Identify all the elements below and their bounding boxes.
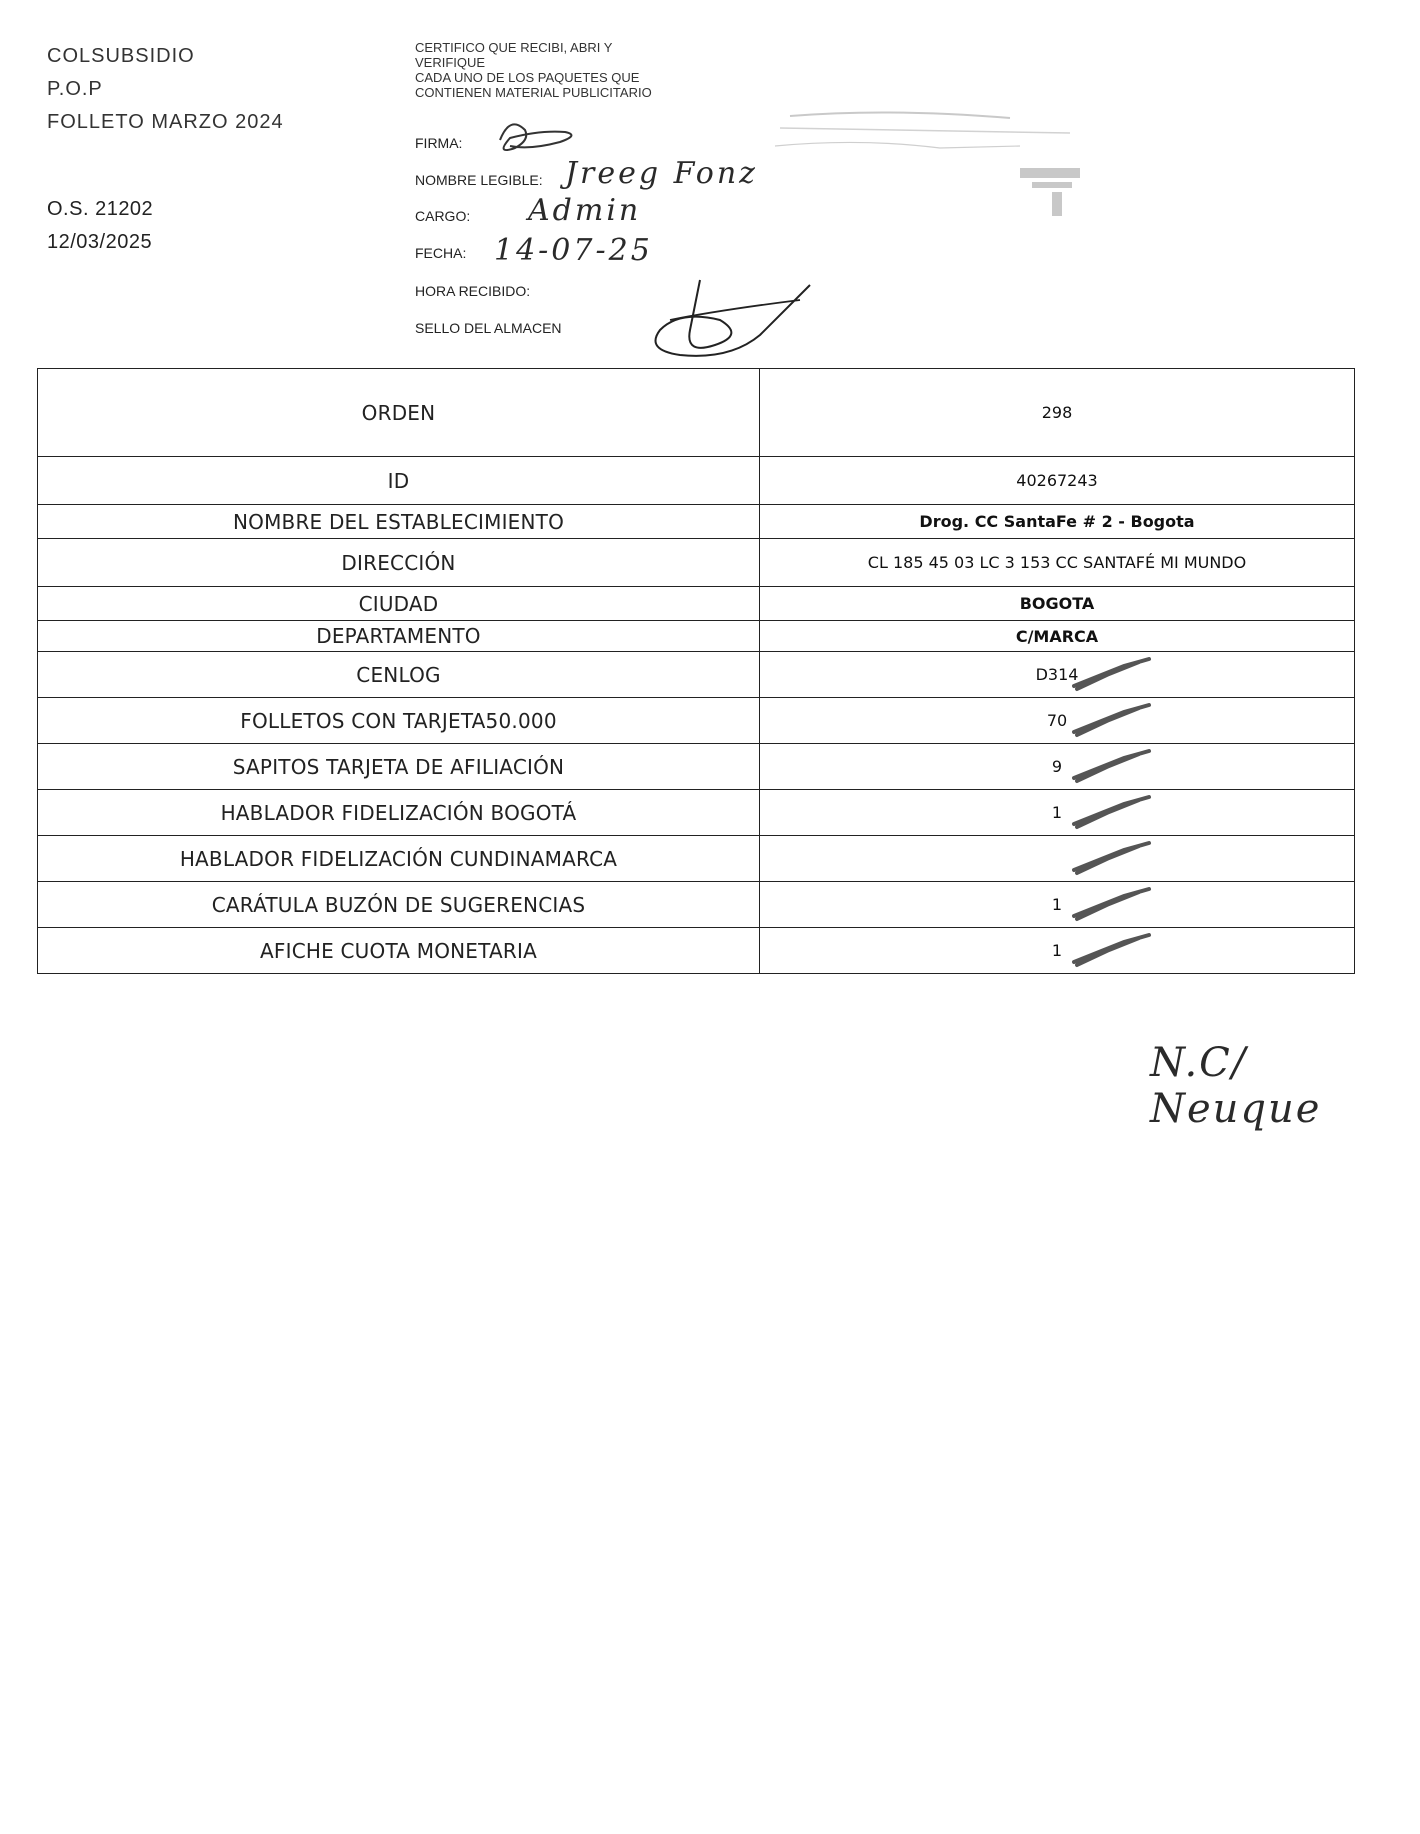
cert-line: CONTIENEN MATERIAL PUBLICITARIO (415, 85, 652, 100)
checkmark-scribble-icon (1069, 654, 1169, 694)
handwritten-name: Jreeg Fonz (565, 156, 758, 191)
row-value-text: 298 (1041, 403, 1073, 422)
row-value (760, 505, 1355, 539)
row-value (760, 882, 1355, 928)
checkmark-scribble-icon (1069, 746, 1169, 786)
row-value-text: Drog. CC SantaFe # 2 - Bogota (919, 512, 1195, 531)
row-value (760, 539, 1355, 587)
row-label: HABLADOR FIDELIZACIÓN CUNDINAMARCA (38, 836, 760, 882)
row-label: ORDEN (38, 369, 760, 457)
row-label: HABLADOR FIDELIZACIÓN BOGOTÁ (38, 790, 760, 836)
row-value (760, 587, 1355, 621)
table-row (38, 652, 1355, 698)
row-label: DEPARTAMENTO (38, 621, 760, 652)
sello-label: SELLO DEL ALMACEN (415, 320, 562, 336)
row-value (760, 369, 1355, 457)
table-row (38, 790, 1355, 836)
table-row (38, 882, 1355, 928)
checkmark-scribble-icon (1069, 700, 1169, 740)
row-value (760, 621, 1355, 652)
handwritten-cargo: Admin (528, 193, 642, 228)
order-block (47, 193, 153, 259)
row-value-text: 1 (1051, 895, 1063, 914)
row-label: CENLOG (38, 652, 760, 698)
row-value (760, 652, 1355, 698)
table-row (38, 744, 1355, 790)
row-value-text: 40267243 (1016, 471, 1098, 490)
row-label: ID (38, 457, 760, 505)
signature-icon (470, 110, 600, 160)
issuer-name: COLSUBSIDIO (47, 45, 195, 67)
table-row (38, 457, 1355, 505)
order-date: 12/03/2025 (47, 231, 153, 253)
row-label: AFICHE CUOTA MONETARIA (38, 928, 760, 974)
checkmark-scribble-icon (1069, 792, 1169, 832)
row-value-text: C/MARCA (1015, 626, 1099, 646)
row-label: CARÁTULA BUZÓN DE SUGERENCIAS (38, 882, 760, 928)
row-value-text: 1 (1051, 941, 1063, 960)
row-value-text: BOGOTA (1019, 594, 1095, 613)
cert-line: VERIFIQUE (415, 55, 486, 70)
issuer-subtitle: P.O.P (47, 78, 103, 100)
row-label: SAPITOS TARJETA DE AFILIACIÓN (38, 744, 760, 790)
table-row (38, 369, 1355, 457)
row-value (760, 457, 1355, 505)
table-row (38, 836, 1355, 882)
row-label: CIUDAD (38, 587, 760, 621)
hora-label: HORA RECIBIDO: (415, 283, 531, 299)
issuer-block (47, 40, 284, 139)
table-row (38, 505, 1355, 539)
row-label: NOMBRE DEL ESTABLECIMIENTO (38, 505, 760, 539)
row-value-text: 70 (1046, 711, 1068, 730)
row-value (760, 698, 1355, 744)
nombre-label: NOMBRE LEGIBLE: (415, 172, 543, 188)
seal-signature-icon (640, 275, 820, 370)
checkmark-scribble-icon (1069, 930, 1169, 970)
cert-line: CERTIFICO QUE RECIBI, ABRI Y (415, 40, 613, 55)
firma-label: FIRMA: (415, 135, 463, 151)
certification-text (415, 40, 735, 100)
row-value-text: CL 185 45 03 LC 3 153 CC SANTAFÉ MI MUNDO (867, 553, 1247, 572)
row-label: DIRECCIÓN (38, 539, 760, 587)
checkmark-scribble-icon (1069, 884, 1169, 924)
cargo-label: CARGO: (415, 208, 471, 224)
row-value-text: 9 (1051, 757, 1063, 776)
cert-line: CADA UNO DE LOS PAQUETES QUE (415, 70, 640, 85)
table-row (38, 698, 1355, 744)
note-line: N.C/ (1150, 1040, 1248, 1086)
order-number: O.S. 21202 (47, 198, 154, 220)
table-row (38, 587, 1355, 621)
row-value (760, 836, 1355, 882)
checkmark-scribble-icon (1069, 838, 1169, 878)
table-row (38, 621, 1355, 652)
row-value (760, 928, 1355, 974)
table-row (38, 928, 1355, 974)
delivery-table (37, 368, 1355, 974)
note-line: Neuque (1150, 1086, 1322, 1132)
faint-stamp (770, 88, 1130, 238)
row-label: FOLLETOS CON TARJETA50.000 (38, 698, 760, 744)
row-value (760, 790, 1355, 836)
row-value-text: 1 (1051, 803, 1063, 822)
row-value (760, 744, 1355, 790)
campaign-title: FOLLETO MARZO 2024 (47, 111, 284, 133)
table-row (38, 539, 1355, 587)
handwritten-fecha: 14-07-25 (494, 233, 653, 268)
fecha-label: FECHA: (415, 245, 467, 261)
handwritten-note (1150, 1040, 1321, 1132)
row-value-text: D314 (1035, 665, 1079, 684)
